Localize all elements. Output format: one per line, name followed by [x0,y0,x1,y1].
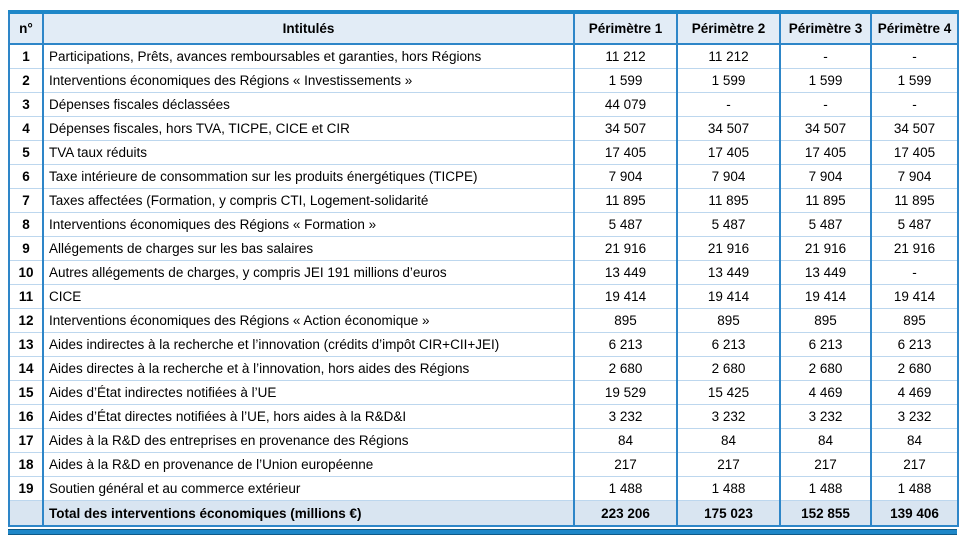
row-number-cell: 1 [9,44,43,69]
value-cell-perimetre-1: 17 405 [574,141,677,165]
value-cell-perimetre-1: 2 680 [574,357,677,381]
table-row [9,453,958,477]
value-cell-perimetre-2: 13 449 [677,261,780,285]
value-cell-perimetre-2: 21 916 [677,237,780,261]
value-cell-perimetre-4: 5 487 [871,213,958,237]
column-header-1: Intitulés [43,12,574,44]
row-label-cell: Interventions économiques des Régions « Action économique » [43,309,574,333]
value-cell-perimetre-3: 3 232 [780,405,871,429]
value-cell-perimetre-4: 4 469 [871,381,958,405]
value-cell-perimetre-1: 34 507 [574,117,677,141]
row-label-cell: Soutien général et au commerce extérieur [43,477,574,501]
value-cell-perimetre-2: 1 599 [677,69,780,93]
value-cell-perimetre-4: 7 904 [871,165,958,189]
value-cell-perimetre-2: 11 212 [677,44,780,69]
interventions-table-container [8,10,957,535]
table-row [9,285,958,309]
row-number-cell: 3 [9,93,43,117]
row-label-cell: Participations, Prêts, avances remboursables et garanties, hors Régions [43,44,574,69]
value-cell-perimetre-2: 2 680 [677,357,780,381]
value-cell-perimetre-2: - [677,93,780,117]
value-cell-perimetre-3: - [780,93,871,117]
value-cell-perimetre-3: 2 680 [780,357,871,381]
value-cell-perimetre-1: 7 904 [574,165,677,189]
value-cell-perimetre-2: 3 232 [677,405,780,429]
value-cell-perimetre-4: 21 916 [871,237,958,261]
value-cell-perimetre-3: 34 507 [780,117,871,141]
value-cell-perimetre-1: 1 599 [574,69,677,93]
row-number-cell: 7 [9,189,43,213]
value-cell-perimetre-3: 84 [780,429,871,453]
value-cell-perimetre-3: 1 599 [780,69,871,93]
value-cell-perimetre-1: 11 212 [574,44,677,69]
table-row [9,405,958,429]
interventions-table [8,10,959,527]
total-row [9,501,958,527]
value-cell-perimetre-2: 6 213 [677,333,780,357]
value-cell-perimetre-2: 34 507 [677,117,780,141]
row-number-cell: 17 [9,429,43,453]
table-row [9,213,958,237]
row-label-cell: Aides indirectes à la recherche et l’innovation (crédits d’impôt CIR+CII+JEI) [43,333,574,357]
table-row [9,44,958,69]
value-cell-perimetre-4: 1 488 [871,477,958,501]
value-cell-perimetre-1: 11 895 [574,189,677,213]
value-cell-perimetre-2: 11 895 [677,189,780,213]
value-cell-perimetre-4: 1 599 [871,69,958,93]
row-number-cell: 10 [9,261,43,285]
table-header-row [9,12,958,44]
table-row [9,93,958,117]
row-number-cell: 5 [9,141,43,165]
value-cell-perimetre-2: 17 405 [677,141,780,165]
value-cell-perimetre-4: 2 680 [871,357,958,381]
value-cell-perimetre-1: 217 [574,453,677,477]
table-row [9,189,958,213]
row-number-cell: 2 [9,69,43,93]
row-label-cell: Dépenses fiscales, hors TVA, TICPE, CICE et CIR [43,117,574,141]
row-label-cell: Aides d’État directes notifiées à l’UE, hors aides à la R&D&I [43,405,574,429]
value-cell-perimetre-3: 19 414 [780,285,871,309]
value-cell-perimetre-1: 5 487 [574,213,677,237]
total-value-cell-perimetre-1: 223 206 [574,501,677,527]
table-row [9,429,958,453]
bottom-border-band [8,529,957,535]
column-header-0: n° [9,12,43,44]
column-header-2: Périmètre 1 [574,12,677,44]
row-number-cell: 9 [9,237,43,261]
row-label-cell: Dépenses fiscales déclassées [43,93,574,117]
row-label-cell: Autres allégements de charges, y compris JEI 191 millions d’euros [43,261,574,285]
row-number-cell: 12 [9,309,43,333]
row-label-cell: TVA taux réduits [43,141,574,165]
value-cell-perimetre-4: - [871,44,958,69]
table-row [9,141,958,165]
row-label-cell: Taxes affectées (Formation, y compris CTI, Logement-solidarité [43,189,574,213]
total-value-cell-perimetre-3: 152 855 [780,501,871,527]
value-cell-perimetre-4: 17 405 [871,141,958,165]
value-cell-perimetre-4: - [871,261,958,285]
value-cell-perimetre-1: 13 449 [574,261,677,285]
value-cell-perimetre-4: 11 895 [871,189,958,213]
value-cell-perimetre-3: 7 904 [780,165,871,189]
table-row [9,477,958,501]
table-row [9,333,958,357]
table-row [9,381,958,405]
column-header-5: Périmètre 4 [871,12,958,44]
row-number-cell: 15 [9,381,43,405]
table-row [9,261,958,285]
value-cell-perimetre-4: 84 [871,429,958,453]
table-row [9,357,958,381]
value-cell-perimetre-3: 217 [780,453,871,477]
value-cell-perimetre-4: 217 [871,453,958,477]
value-cell-perimetre-3: 5 487 [780,213,871,237]
row-label-cell: Aides à la R&D en provenance de l’Union européenne [43,453,574,477]
value-cell-perimetre-3: 1 488 [780,477,871,501]
row-number-cell: 6 [9,165,43,189]
value-cell-perimetre-1: 21 916 [574,237,677,261]
value-cell-perimetre-1: 895 [574,309,677,333]
value-cell-perimetre-1: 6 213 [574,333,677,357]
row-number-cell: 11 [9,285,43,309]
row-label-cell: Allégements de charges sur les bas salaires [43,237,574,261]
value-cell-perimetre-3: 17 405 [780,141,871,165]
row-label-cell: Aides à la R&D des entreprises en provenance des Régions [43,429,574,453]
value-cell-perimetre-1: 3 232 [574,405,677,429]
header-row [9,12,958,44]
table-row [9,237,958,261]
value-cell-perimetre-2: 19 414 [677,285,780,309]
value-cell-perimetre-2: 15 425 [677,381,780,405]
value-cell-perimetre-3: 895 [780,309,871,333]
row-number-cell: 14 [9,357,43,381]
table-row [9,309,958,333]
value-cell-perimetre-3: 21 916 [780,237,871,261]
table-body [9,44,958,501]
row-number-cell: 16 [9,405,43,429]
table-row [9,117,958,141]
row-number-cell: 13 [9,333,43,357]
column-header-3: Périmètre 2 [677,12,780,44]
value-cell-perimetre-4: 34 507 [871,117,958,141]
value-cell-perimetre-1: 19 414 [574,285,677,309]
row-label-cell: Taxe intérieure de consommation sur les produits énergétiques (TICPE) [43,165,574,189]
total-label-cell: Total des interventions économiques (millions €) [43,501,574,527]
row-number-cell: 4 [9,117,43,141]
value-cell-perimetre-2: 84 [677,429,780,453]
table-row [9,165,958,189]
row-number-cell: 18 [9,453,43,477]
value-cell-perimetre-4: 895 [871,309,958,333]
row-label-cell: CICE [43,285,574,309]
value-cell-perimetre-2: 7 904 [677,165,780,189]
table-row [9,69,958,93]
row-label-cell: Aides d’État indirectes notifiées à l’UE [43,381,574,405]
total-value-cell-perimetre-4: 139 406 [871,501,958,527]
value-cell-perimetre-1: 1 488 [574,477,677,501]
row-label-cell: Aides directes à la recherche et à l’innovation, hors aides des Régions [43,357,574,381]
row-number-cell: 8 [9,213,43,237]
value-cell-perimetre-3: - [780,44,871,69]
value-cell-perimetre-3: 11 895 [780,189,871,213]
value-cell-perimetre-1: 19 529 [574,381,677,405]
value-cell-perimetre-3: 4 469 [780,381,871,405]
total-empty-cell [9,501,43,527]
value-cell-perimetre-2: 1 488 [677,477,780,501]
value-cell-perimetre-2: 5 487 [677,213,780,237]
value-cell-perimetre-1: 84 [574,429,677,453]
value-cell-perimetre-4: 3 232 [871,405,958,429]
value-cell-perimetre-3: 13 449 [780,261,871,285]
row-label-cell: Interventions économiques des Régions « Investissements » [43,69,574,93]
value-cell-perimetre-4: - [871,93,958,117]
value-cell-perimetre-1: 44 079 [574,93,677,117]
value-cell-perimetre-2: 895 [677,309,780,333]
total-value-cell-perimetre-2: 175 023 [677,501,780,527]
value-cell-perimetre-3: 6 213 [780,333,871,357]
value-cell-perimetre-4: 19 414 [871,285,958,309]
column-header-4: Périmètre 3 [780,12,871,44]
table-total-row [9,501,958,527]
row-label-cell: Interventions économiques des Régions « Formation » [43,213,574,237]
value-cell-perimetre-4: 6 213 [871,333,958,357]
value-cell-perimetre-2: 217 [677,453,780,477]
row-number-cell: 19 [9,477,43,501]
